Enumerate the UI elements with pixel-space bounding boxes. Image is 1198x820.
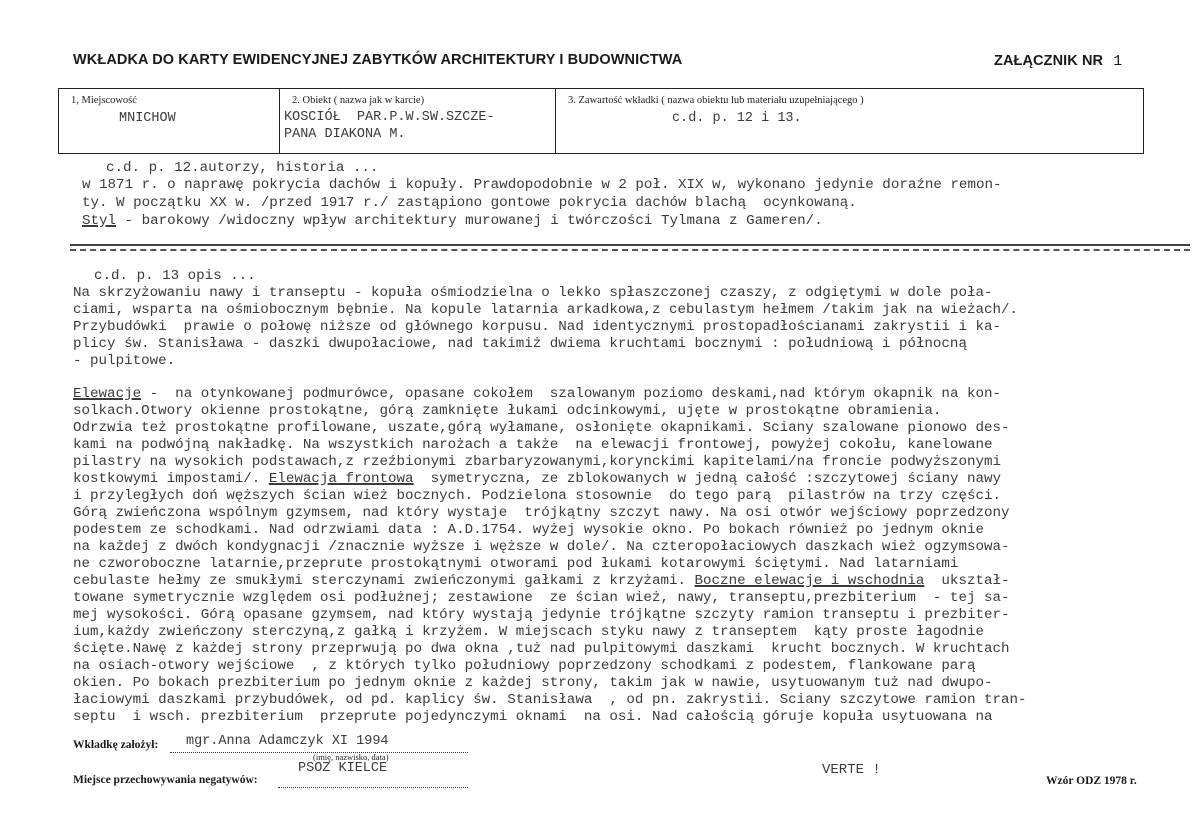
body-line: podestem ze schodkami. Nad odrzwiami data : A.D.1754. wyżej wysokie okno. Po bokach również po jednym oknie: [73, 522, 984, 538]
elevations-text: - na otynkowanej podmurówce, opasane cokołem szalowanym poziomo deskami,nad którym okapnik na kon-: [141, 386, 1002, 402]
body-line: kami na podwójną nakładkę. Na wszystkich narożach a także na elewacji frontowej, powyżej cokołu, kanelowane: [73, 437, 993, 453]
fields-box: [58, 88, 1144, 154]
separator-line: [70, 249, 1190, 251]
body-line: plicy św. Stanisława - daszki dwupołaciowe, nad takimiż dwiema kruchtami bocznymi : południową i północną: [73, 336, 967, 352]
body-line: Przybudówki prawie o połowę niższe od głównego korpusu. Nad identycznymi prostopadłościanami zakrystii i ka-: [73, 319, 1002, 335]
field-3-cell: [555, 89, 1144, 153]
body-line: septu i wsch. prezbiterium przeprute pojedynczymi oknami na osi. Nad całością góruje kopuła usytuowana na: [73, 709, 993, 725]
side-elevations-label: Boczne elewacje i wschodnia: [694, 573, 925, 589]
style-text: - barokowy /widoczny wpływ architektury murowanej i twórczości Tylmana z Gameren/.: [116, 213, 823, 229]
document-title: WKŁADKA DO KARTY EWIDENCYJNEJ ZABYTKÓW ARCHITEKTURY I BUDOWNICTWA: [73, 52, 683, 68]
field-3-label: 3. Zawartość wkładki ( nazwa obiektu lub materiału uzupełniającego ): [568, 95, 864, 106]
section2-heading: c.d. p. 13 opis ...: [94, 268, 256, 284]
front-elevation-text: symetryczna, ze zblokowanych w jedną całość :szczytowej ściany nawy: [413, 471, 1002, 487]
body-line: ium,każdy zwieńczony sterczyną,z gałką i krzyżem. W miejscach styku nawy z transeptem kąty proste łagodnie: [73, 624, 984, 640]
body-line: towane symetrycznie względem osi podłużnej; zestawione ze ścian wież, nawy, transeptu,prezbiterium - tej sa-: [73, 590, 1010, 606]
author-value: mgr.Anna Adamczyk XI 1994: [186, 734, 389, 749]
storage-dotted-line: [278, 775, 468, 788]
storage-label: Miejsce przechowywania negatywów:: [73, 774, 258, 786]
field-3-value: c.d. p. 12 i 13.: [672, 111, 802, 126]
elevations-label: Elewacje: [73, 386, 142, 402]
body-line: na każdej z dwóch kondygnacji /znacznie wyższe i węższe w dole/. Na czteropołaciowych daszkach wież ogzymsowa-: [73, 539, 1010, 555]
side-elevations-line: [73, 573, 1010, 589]
style-label: Styl: [82, 213, 117, 229]
separator-line: [70, 244, 1190, 246]
field-2-cell: [279, 89, 556, 153]
front-elevation-label: Elewacja frontowa: [268, 471, 414, 487]
field-1-label: 1, Miejscowość: [71, 95, 137, 106]
field-1-value: MNICHOW: [119, 111, 176, 126]
author-hint: (imię, nazwisko, data): [313, 752, 389, 762]
body-line: Odrzwia też prostokątne profilowane, uszate,górą wyłamane, osłonięte okapnikami. Sciany szalowane pionowo des-: [73, 420, 1010, 436]
section1-style-line: [82, 213, 823, 229]
attachment-label: [994, 53, 1122, 70]
verte-note: VERTE !: [822, 762, 881, 778]
side-elevations-text: ukształ-: [924, 573, 1010, 589]
body-line: - pulpitowe.: [73, 353, 176, 369]
front-elevation-pre: kostkowymi impostami/.: [73, 471, 269, 487]
body-line: okien. Po bokach prezbiterium po jednym oknie z każdej strony, takim jak w nawie, usytuowanym tuż nad dwupo-: [73, 675, 993, 691]
form-template: Wzór ODZ 1978 r.: [1046, 775, 1137, 787]
body-line: ciami, wsparta na ośmiobocznym bębnie. Na kopule latarnia arkadkowa,z cebulastym hełmem /takim jak na wieżach/.: [73, 302, 1019, 318]
section1-line: w 1871 r. o naprawę pokrycia dachów i kopuły. Prawdopodobnie w 2 poł. XIX w, wykonano jedynie doraźne remon-: [82, 177, 1002, 193]
attachment-label-text: ZAŁĄCZNIK NR: [994, 53, 1104, 69]
field-2-label: 2. Obiekt ( nazwa jak w karcie): [292, 95, 425, 106]
body-line: solkach.Otwory okienne prostokątne, górą zamknięte łukami odcinkowymi, ujęte w prostokątne obramienia.: [73, 403, 942, 419]
body-line: ścięte.Nawę z każdej strony przeprwują po dwa okna ,tuż nad pulpitowymi daszkami krucht bocznych. W kruchtach: [73, 641, 1010, 657]
field-2-value-line1: KOSCIÓŁ PAR.P.W.SW.SZCZE-: [284, 110, 495, 125]
body-line: pilastry na wysokich podstawach,z rzeźbionymi zbarbaryzowanymi,korynckimi kapitelami/na froncie podwyższonymi: [73, 454, 1002, 470]
author-label: Wkładkę założył:: [73, 739, 159, 751]
body-line: na osiach-otwory wejściowe , z których tylko południowy poprzedzony schodkami z podestem, flankowane parą: [73, 658, 976, 674]
storage-value: PSOZ KIELCE: [298, 761, 388, 776]
body-line: mej wysokości. Górą opasane gzymsem, nad który wystają jedynie trójkątne szczyty ramion transeptu i prezbiter-: [73, 607, 1010, 623]
body-line: Na skrzyżowaniu nawy i transeptu - kopuła ośmiodzielna o lekko spłaszczonej czaszy, z odgiętymi w dole poła-: [73, 285, 993, 301]
section1-line: ty. W początku XX w. /przed 1917 r./ zastąpiono gontowe pokrycia dachów blachą ocynkowaną.: [82, 195, 857, 211]
side-elevations-pre: cebulaste hełmy ze smukłymi sterczynami zwieńczonymi gałkami z krzyżami.: [73, 573, 695, 589]
body-line: Górą zwieńczona wspólnym gzymsem, nad który wystaje trójkątny szczyt nawy. Na osi otwór wejściowy poprzedzony: [73, 505, 1010, 521]
body-line: łaciowymi daszkami przybudówek, od pd. kaplicy św. Stanisława , od pn. zakrystii. Sciany szczytowe ramion tran-: [73, 692, 1027, 708]
body-line: i przyległych doń węższych ścian wież bocznych. Podzielona stosownie do tego parą pilastrów na trzy części.: [73, 488, 1002, 504]
attachment-number: 1: [1113, 53, 1123, 70]
body-line: ne czworoboczne latarnie,przeprute prostokątnymi otworami pod łukami kotarowymi ściętymi. Nad latarniami: [73, 556, 959, 572]
field-2-value-line2: PANA DIAKONA M.: [284, 127, 406, 142]
elevation-line: [73, 386, 1001, 402]
front-elevation-line: [73, 471, 1001, 487]
section1-heading: c.d. p. 12.autorzy, historia ...: [106, 160, 379, 176]
